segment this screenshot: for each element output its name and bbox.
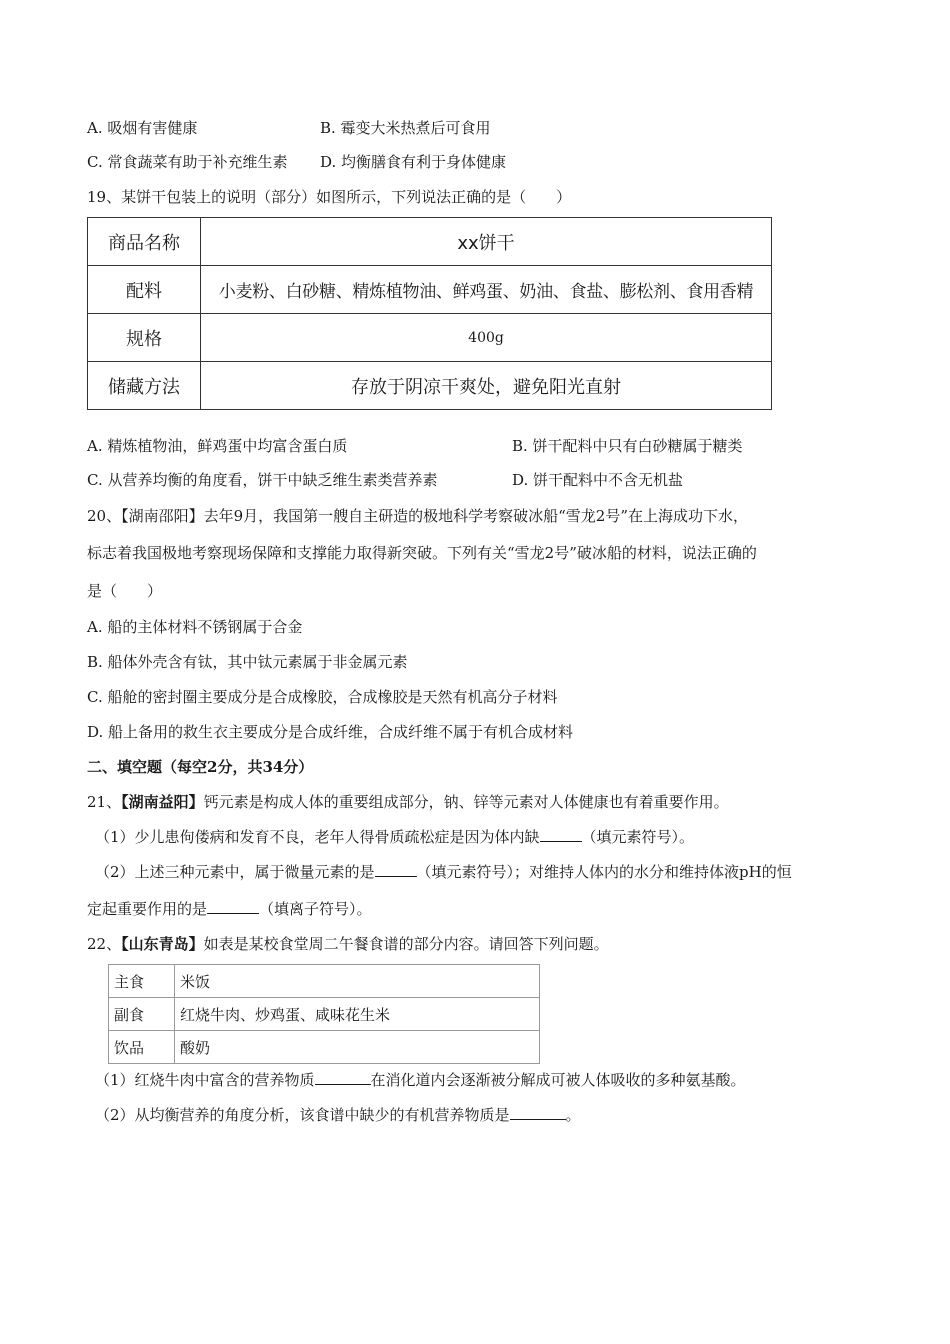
q22-part-1-text: （1）红烧牛肉中富含的营养物质 bbox=[95, 1071, 315, 1089]
q21-part-2-line-2 bbox=[87, 899, 372, 919]
q18-option-d: D. 均衡膳食有利于身体健康 bbox=[320, 153, 507, 171]
spec-key: 配料 bbox=[88, 266, 201, 314]
q22-part-1-hint: 在消化道内会逐渐被分解成可被人体吸收的多种氨基酸。 bbox=[370, 1071, 746, 1089]
q21-part-1 bbox=[95, 827, 694, 847]
q21-source: 【湖南益阳】 bbox=[121, 793, 204, 811]
answer-blank[interactable] bbox=[510, 1105, 566, 1120]
section-title: 二、填空题（每空2分，共34分） bbox=[87, 758, 314, 776]
table-row bbox=[109, 998, 540, 1031]
q21-part-2-text: （2）上述三种元素中，属于微量元素的是 bbox=[95, 863, 375, 881]
q20-option-a: A. 船的主体材料不锈钢属于合金 bbox=[87, 618, 303, 636]
menu-key: 主食 bbox=[109, 965, 175, 998]
q20-option-b: B. 船体外壳含有钛，其中钛元素属于非金属元素 bbox=[87, 653, 408, 671]
answer-blank[interactable] bbox=[207, 899, 259, 914]
table-row bbox=[88, 314, 772, 362]
menu-key: 饮品 bbox=[109, 1031, 175, 1064]
q21-part-1-hint: （填元素符号）。 bbox=[581, 828, 695, 846]
q21-number: 21、 bbox=[87, 793, 122, 811]
menu-value: 酸奶 bbox=[175, 1031, 540, 1064]
q19-option-a: A. 精炼植物油，鲜鸡蛋中均富含蛋白质 bbox=[87, 437, 348, 455]
table-row bbox=[88, 266, 772, 314]
answer-blank[interactable] bbox=[375, 862, 417, 877]
table-row bbox=[88, 362, 772, 410]
q21-part-1-text: （1）少儿患佝偻病和发育不良，老年人得骨质疏松症是因为体内缺 bbox=[95, 828, 540, 846]
q18-option-b: B. 霉变大米热煮后可食用 bbox=[320, 119, 491, 137]
spec-key: 储藏方法 bbox=[88, 362, 201, 410]
spec-value: 400g bbox=[201, 314, 772, 362]
q19-stem: 19、某饼干包装上的说明（部分）如图所示，下列说法正确的是（ ） bbox=[87, 188, 572, 206]
menu-value: 红烧牛肉、炒鸡蛋、咸味花生米 bbox=[175, 998, 540, 1031]
spec-value: 小麦粉、白砂糖、精炼植物油、鲜鸡蛋、奶油、食盐、膨松剂、食用香精 bbox=[201, 266, 772, 314]
q18-option-c: C. 常食蔬菜有助于补充维生素 bbox=[87, 153, 288, 171]
spec-key: 规格 bbox=[88, 314, 201, 362]
q18-option-a: A. 吸烟有害健康 bbox=[87, 119, 198, 137]
q19-option-c: C. 从营养均衡的角度看，饼干中缺乏维生素类营养素 bbox=[87, 471, 438, 489]
q20-option-c: C. 船舱的密封圈主要成分是合成橡胶，合成橡胶是天然有机高分子材料 bbox=[87, 688, 558, 706]
q22-source: 【山东青岛】 bbox=[121, 935, 204, 953]
table-row bbox=[109, 1031, 540, 1064]
q22-part-2-hint: 。 bbox=[565, 1106, 581, 1124]
table-row bbox=[109, 965, 540, 998]
q22-part-2 bbox=[95, 1105, 581, 1125]
spec-value: 存放于阴凉干爽处，避免阳光直射 bbox=[201, 362, 772, 410]
q19-option-b: B. 饼干配料中只有白砂糖属于糖类 bbox=[512, 437, 743, 455]
spec-value: xx饼干 bbox=[201, 218, 772, 266]
answer-blank[interactable] bbox=[315, 1070, 371, 1085]
q22-stem bbox=[87, 934, 609, 954]
q20-stem-line-2: 标志着我国极地考察现场保障和支撑能力取得新突破。下列有关“雪龙2号”破冰船的材料，说法正确的 bbox=[87, 544, 757, 562]
q21-part-2b-text: 定起重要作用的是 bbox=[87, 900, 208, 918]
q21-part-2 bbox=[95, 862, 792, 882]
q22-stem-text: 如表是某校食堂周二午餐食谱的部分内容。请回答下列问题。 bbox=[203, 935, 609, 953]
q20-stem-line-1: 20、【湖南邵阳】去年9月，我国第一艘自主研造的极地科学考察破冰船“雪龙2号”在上海成功下水， bbox=[87, 507, 749, 525]
q20-stem-line-3: 是（ ） bbox=[87, 582, 163, 600]
q20-option-d: D. 船上备用的救生衣主要成分是合成纤维，合成纤维不属于有机合成材料 bbox=[87, 723, 574, 741]
q22-number: 22、 bbox=[87, 935, 122, 953]
q22-part-1 bbox=[95, 1070, 746, 1090]
q21-stem-text: 钙元素是构成人体的重要组成部分，钠、锌等元素对人体健康也有着重要作用。 bbox=[203, 793, 729, 811]
answer-blank[interactable] bbox=[540, 827, 582, 842]
spec-key: 商品名称 bbox=[88, 218, 201, 266]
table-row bbox=[88, 218, 772, 266]
q19-option-d: D. 饼干配料中不含无机盐 bbox=[512, 471, 684, 489]
menu-key: 副食 bbox=[109, 998, 175, 1031]
q21-part-2b-hint: （填离子符号）。 bbox=[259, 900, 372, 918]
lunch-menu-table bbox=[108, 964, 540, 1064]
menu-value: 米饭 bbox=[175, 965, 540, 998]
q21-part-2-hint: （填元素符号）；对维持人体内的水分和维持体液pH的恒 bbox=[416, 863, 792, 881]
biscuit-spec-table bbox=[87, 217, 772, 410]
q22-part-2-text: （2）从均衡营养的角度分析，该食谱中缺少的有机营养物质是 bbox=[95, 1106, 510, 1124]
q21-stem bbox=[87, 792, 729, 812]
